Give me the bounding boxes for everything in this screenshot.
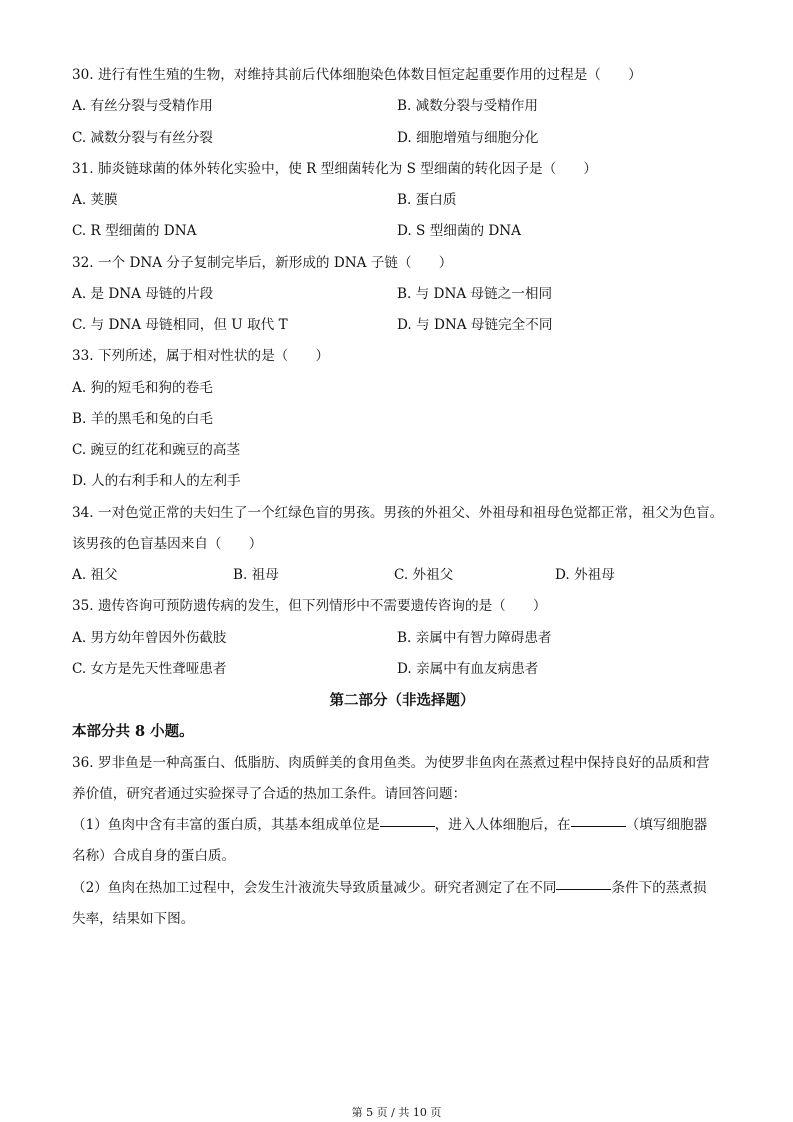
q30-option-d: D. 细胞增殖与细胞分化 [397, 129, 539, 146]
q34-option-d: D. 外祖母 [555, 567, 615, 583]
answer-blank [556, 873, 611, 890]
q34-stem-continued: 该男孩的色盲基因来自（ ） [72, 535, 263, 552]
section-note: 本部分共 8 小题。 [72, 723, 194, 741]
page-footer: 第 5 页 / 共 10 页 [351, 1106, 442, 1119]
q36-part1 [72, 810, 732, 841]
q32-stem: 32. 一个 DNA 分子复制完毕后，新形成的 DNA 子链（ ） [72, 254, 453, 271]
q33-option-d: D. 人的右利手和人的左利手 [72, 473, 241, 490]
q33-option-a: A. 狗的短毛和狗的卷毛 [72, 379, 213, 396]
q30-option-b: B. 减数分裂与受精作用 [397, 98, 538, 115]
q30-option-c: C. 减数分裂与有丝分裂 [72, 129, 213, 146]
q32-option-c: C. 与 DNA 母链相同，但 U 取代 T [72, 317, 288, 333]
answer-blank [380, 810, 435, 827]
q36-part2-text-a: （2）鱼肉在热加工过程中，会发生汁液流失导致质量减少。研究者测定了在不同 [72, 879, 557, 896]
q35-option-c: C. 女方是先天性聋哑患者 [72, 660, 227, 677]
q35-stem: 35. 遗传咨询可预防遗传病的发生，但下列情形中不需要遗传咨询的是（ ） [72, 598, 547, 615]
q34-stem: 34. 一对色觉正常的夫妇生了一个红绿色盲的男孩。男孩的外祖父、外祖母和祖母色觉都正常，祖父为色盲。 [72, 504, 724, 521]
q36-part1-text-c: （填写细胞器 [625, 817, 708, 833]
exam-page [72, 60, 732, 935]
q32-option-a: A. 是 DNA 母链的片段 [72, 285, 214, 302]
q34-option-b: B. 祖母 [233, 567, 279, 583]
q33-stem: 33. 下列所述，属于相对性状的是（ ） [72, 348, 330, 365]
q31-option-d: D. S 型细菌的 DNA [397, 223, 521, 240]
q36-part2 [72, 873, 732, 904]
q31-option-a: A. 荚膜 [72, 192, 118, 208]
section-title: 第二部分（非选择题） [329, 692, 475, 709]
q36-stem-line2: 养价值，研究者通过实验探寻了合适的热加工条件。请回答问题： [72, 785, 467, 802]
q31-option-b: B. 蛋白质 [397, 192, 457, 208]
q30-stem: 30. 进行有性生殖的生物，对维持其前后代体细胞染色体数目恒定起重要作用的过程是（ ） [72, 67, 642, 83]
q34-option-a: A. 祖父 [72, 567, 118, 583]
q36-part2-text-b: 条件下的蒸煮损 [611, 879, 707, 896]
q35-option-b: B. 亲属中有智力障碍患者 [397, 629, 552, 646]
q36-stem-line1: 36. 罗非鱼是一种高蛋白、低脂肪、肉质鲜美的食用鱼类。为使罗非鱼肉在蒸煮过程中保持良好的品质和营 [72, 754, 710, 771]
q32-option-d: D. 与 DNA 母链完全不同 [397, 317, 553, 333]
q34-option-c: C. 外祖父 [394, 567, 454, 583]
q36-part1-text-a: （1）鱼肉中含有丰富的蛋白质，其基本组成单位是 [72, 817, 380, 833]
q33-option-c: C. 豌豆的红花和豌豆的高茎 [72, 442, 241, 458]
q31-option-c: C. R 型细菌的 DNA [72, 223, 197, 240]
q31-stem: 31. 肺炎链球菌的体外转化实验中，使 R 型细菌转化为 S 型细菌的转化因子是（ ） [72, 160, 597, 177]
q36-part1-text-b: ，进入人体细胞后，在 [434, 817, 571, 833]
answer-blank [571, 810, 626, 827]
q36-part2-continued: 失率，结果如下图。 [72, 910, 195, 927]
q35-option-a: A. 男方幼年曾因外伤截肢 [72, 629, 227, 646]
q32-option-b: B. 与 DNA 母链之一相同 [397, 285, 553, 302]
q35-option-d: D. 亲属中有血友病患者 [397, 660, 539, 677]
q36-part1-continued: 名称）合成自身的蛋白质。 [72, 848, 236, 865]
q30-option-a: A. 有丝分裂与受精作用 [72, 98, 213, 115]
q33-option-b: B. 羊的黑毛和兔的白毛 [72, 410, 213, 427]
